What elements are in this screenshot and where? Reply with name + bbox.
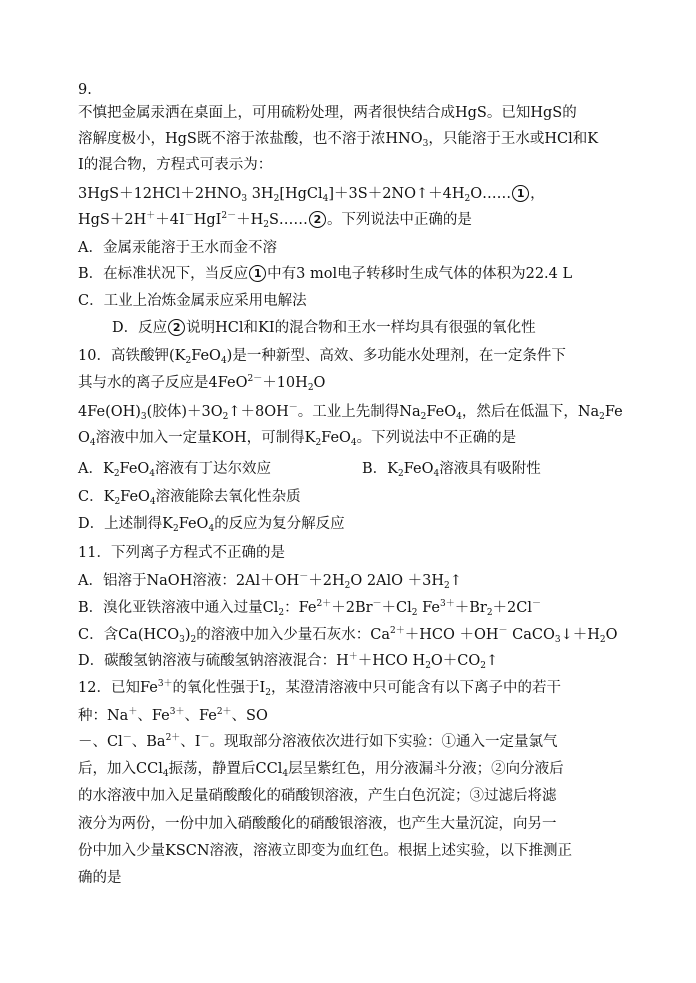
q9-equation1: $3HgS+12HCl+2HNO_3$ $3H_2[HgCl_4]+3S+2NO↑+4H_2O\dots\dots$ 1 ， [78,186,545,204]
q12-line7: 份中加入少量KSCN溶液，溶液立即变为血红色。根据上述实验，以下推测正 [78,843,573,859]
q11-option-a: A．铝溶于NaOH溶液：$2Al+OH^-+2H_2O$ $2AlO +3H_2↑$ [78,572,462,591]
q9-equation2: $HgS+2H^++4I^-HgI^{2-}+H_2S\dots\dots$ 2 。下列说法中正确的是 [78,211,472,230]
q12-line4: 后，加入CCl$_4$振荡，静置后CCl$_4$层呈紫红色，用分液漏斗分液；②向分液后 [78,761,564,779]
q9-number: 9. [78,82,92,98]
circled-one-icon: 1 [512,185,529,202]
q12-line2: 种：Na＋、$Fe^{3+}$、$Fe^{2+}$、SO [78,707,268,724]
q12-line5: 的水溶液中加入足量硝酸酸化的硝酸钡溶液，产生白色沉淀；③过滤后将滤 [78,788,557,804]
q12-line3: －、Cl－、$Ba^{2+}$、I－。现取部分溶液依次进行如下实验：①通入一定量氯气 [78,733,558,750]
q10-option-b: B．$K_2FeO_4$溶液具有吸附性 [362,461,541,479]
circled-one-icon: 1 [249,265,266,282]
q11-title: 11．下列离子方程式不正确的是 [78,545,285,561]
q12-line1: 12．已知$Fe^{3+}$的氧化性强于$I_2$，某澄清溶液中只可能含有以下离子中的若干 [78,679,562,698]
q12-line8: 确的是 [78,870,122,886]
q9-line2: 溶解度极小，HgS既不溶于浓盐酸，也不溶于浓$HNO_3$，只能溶于王水或HCl和K [78,131,599,149]
q10-line3: $4Fe(OH)_3$(胶体)$+3O_2↑+8OH^-$。工业上先制得$Na_2FeO_4$，然后在低温下，$Na_2Fe$ [78,403,623,422]
q10-line1: 10．高铁酸钾$(K_2FeO_4)$是一种新型、高效、多功能水处理剂，在一定条件下 [78,348,566,366]
q11-option-c: C．含$Ca(HCO_3)_2$的溶液中加入少量石灰水：$Ca^{2+}+HCO +OH^-$ $CaCO_3↓+H_2O$ [78,626,618,645]
q12-line6: 液分为两份，一份中加入硝酸酸化的硝酸银溶液，也产生大量沉淀，向另一 [78,816,557,832]
q10-option-d: D．上述制得$K_2FeO_4$的反应为复分解反应 [78,516,345,534]
q9-option-c: C．工业上冶炼金属汞应采用电解法 [78,293,307,309]
q11-option-b: B．溴化亚铁溶液中通入过量$Cl_2$：$Fe^{2+}+2Br^-+Cl_2$ $Fe^{3+}+Br_2+2Cl^-$ [78,599,542,618]
q10-option-c: C．$K_2FeO_4$溶液能除去氧化性杂质 [78,489,301,507]
q10-option-a: A．$K_2FeO_4$溶液有丁达尔效应 [78,461,272,479]
q9-option-a: A．金属汞能溶于王水而金不溶 [78,240,277,256]
q10-line4: $O_4$溶液中加入一定量KOH，可制得$K_2FeO_4$。下列说法中不正确的是 [78,430,517,448]
q9-line3: I的混合物，方程式可表示为： [78,157,273,173]
q9-option-b: B．在标准状况下，当反应 1 中有3 mol电子转移时生成气体的体积为22.4 L [78,266,573,282]
q11-option-d: D．碳酸氢钠溶液与硫酸氢钠溶液混合：H＋＋HCO $H_2O+CO_2↑$ [78,652,499,671]
q9-option-d: D．反应 2 说明HCl和KI的混合物和王水一样均具有很强的氧化性 [112,320,536,336]
q9-line1: 不慎把金属汞洒在桌面上，可用硫粉处理，两者很快结合成HgS。已知HgS的 [78,105,577,121]
circled-two-icon: 2 [309,211,326,228]
q10-line2: 其与水的离子反应是$4FeO^{2-}+10H_2O$ [78,374,326,393]
circled-two-icon: 2 [168,319,185,336]
